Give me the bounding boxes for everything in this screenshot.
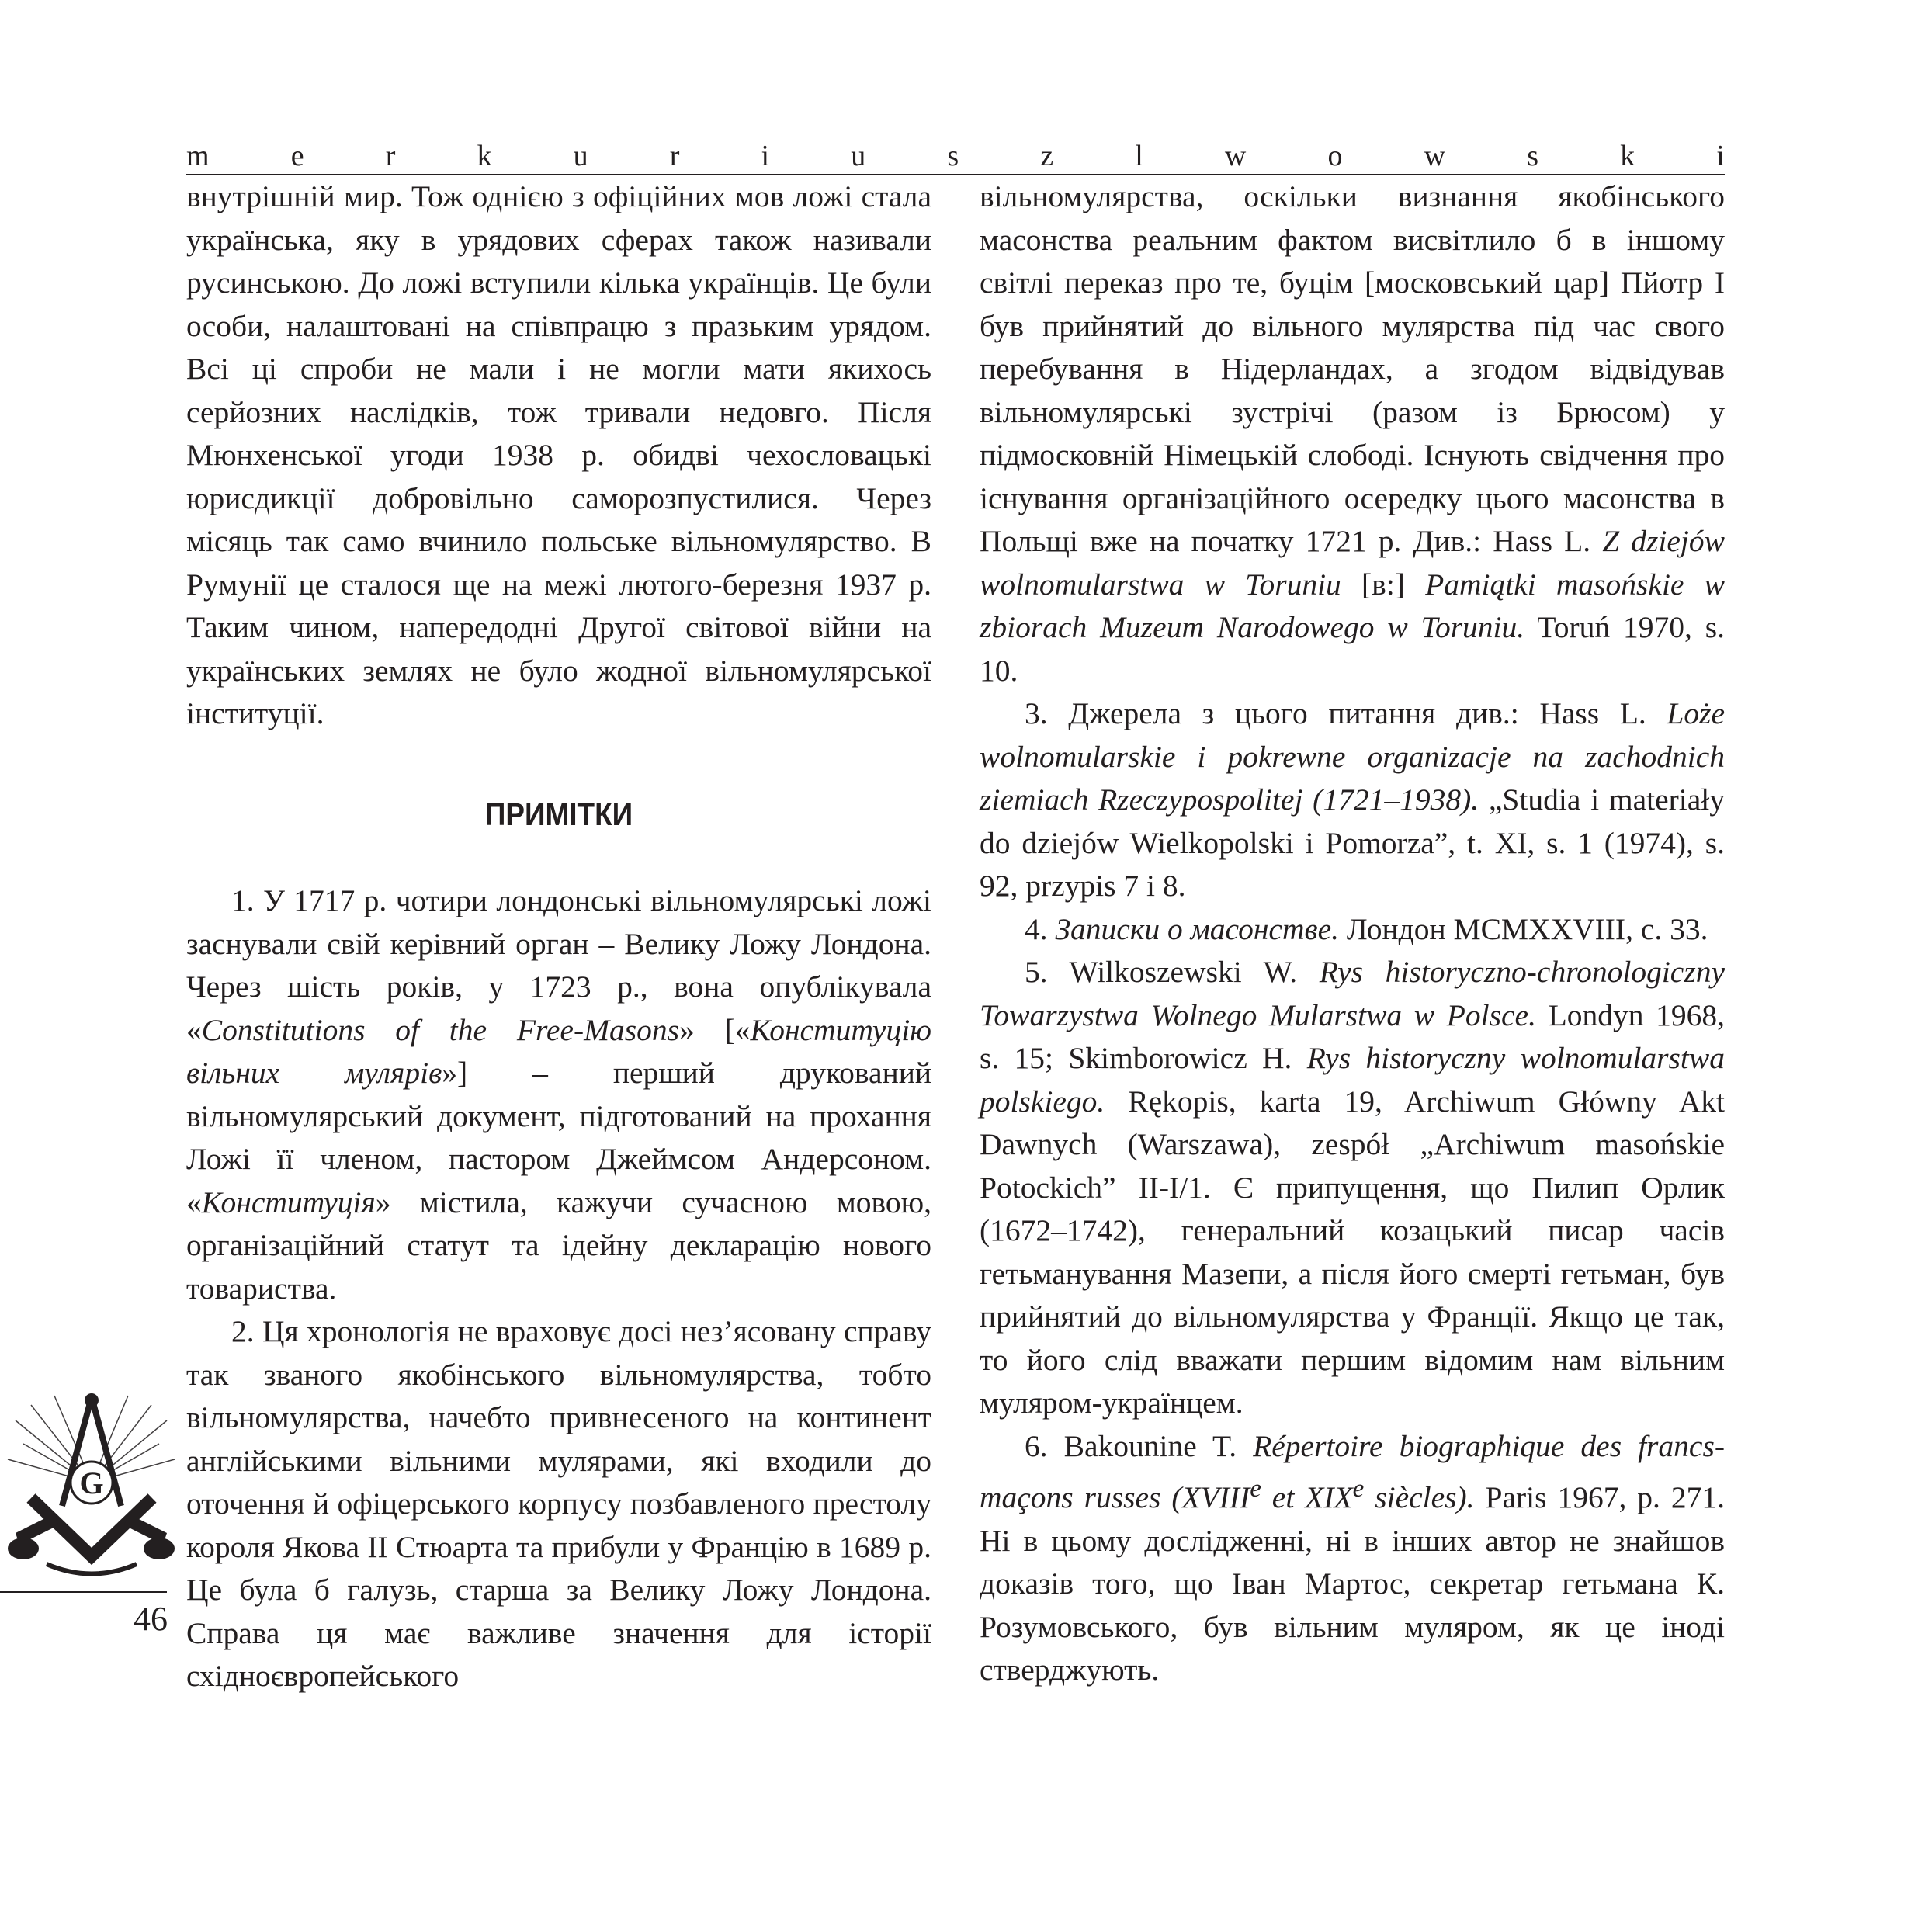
left-column [186, 175, 931, 1698]
header-letter: o [1327, 140, 1343, 172]
header-letter: i [761, 140, 770, 172]
right-column [980, 175, 1725, 1692]
header-letter: z [1040, 140, 1054, 172]
header-letter: i [1716, 140, 1725, 172]
note-6: 6. Bakounine T. Répertoire biographique des francs-maçons russes (XVIIIe et XIXe siècles). Paris 1967, p. 271. Ні в цьому дослідженні, ні в інших автор не знайшов доказів того, що Іван Мартос, секретар гетьмана К. Розумовського, був вільним муляром, як це іноді стверджують. [980, 1428, 1725, 1687]
header-letter: k [1620, 140, 1635, 172]
margin-rule [0, 1591, 167, 1593]
header-letter: u [851, 140, 866, 172]
note-2-continuation: вільномулярства, оскільки визнання якобінського масонства реальним фактом висвітлило б в іншому світлі переказ про те, буцім [московський цар] Пйотр I був прийнятий до вільного мулярства під час свого перебування в Нідерландах, а згодом відвідував вільномулярські зустрічі (разом із Брюсом) у підмосковній Німецькій слободі. Існують свідчення про існування організаційного осередку цього масонства в Польщі вже на початку 1721 р. Див.: Hass L. Z dziejów wolnomularstwa w Toruniu [в:] Pamiątki masońskie w zbiorach Muzeum Narodowego w Toruniu. Toruń 1970, s. 10. [980, 179, 1726, 688]
masonic-emblem-icon [0, 1389, 182, 1583]
header-letter: e [290, 140, 304, 172]
page-number: 46 [134, 1600, 168, 1638]
header-letter: r [669, 140, 680, 172]
header-letter: u [573, 140, 588, 172]
note-1: 1. У 1717 р. чотири лондонські вільномулярські ложі заснували свій керівний орган – Велику Ложу Лондона. Через шість років, у 1723 р., вона опублікувала «Constitutions of the Free-Masons» [«Конституцію вільних мулярів»] – перший друкований вільномулярський документ, підготований на прохання Ложі її членом, пастором Джеймсом Андерсоном. «Конституція» містила, кажучи сучасною мовою, організаційний статут та ідейну декларацію нового товариства. [186, 883, 932, 1306]
note-3: 3. Джерела з цього питання див.: Hass L. Loże wolnomularskie i pokrewne organizacje na zachodnich ziemiach Rzeczypospolitej (1721–1938). „Studia i materiały do dziejów Wielkopolski i Pomorza”, t. XI, s. 1 (1974), s. 92, przypis 7 i 8. [980, 696, 1725, 903]
header-letter: w [1424, 140, 1446, 172]
header-letter: s [947, 140, 959, 172]
body-paragraph: внутрішній мир. Тож однією з офіційних мов ложі стала українська, яку в урядових сферах також називали русинською. До ложі вступили кілька українців. Це були особи, налаштовані на співпрацю з празьким урядом. Всі ці спроби не мали і не могли мати якихось серйозних наслідків, тож тривали недовго. Після Мюнхенської угоди 1938 р. обидві чехословацькі юрисдикції добровільно саморозпустилися. Через місяць так само вчинило польське вільномулярство. В Румунії це сталося ще на межі лютого-березня 1937 р. Таким чином, напередодні Другої світової війни на українських землях не було жодної вільномулярської інституції. [186, 179, 931, 730]
note-5: 5. Wilkoszewski W. Rys historyczno-chronologiczny Towarzystwa Wolnego Mularstwa w Polsce. Londyn 1968, s. 15; Skimborowicz H. Rys historyczny wolnomularstwa polskiego. Rękopis, karta 19, Archiwum Główny Akt Dawnych (Warszawa), zespół „Archiwum masońskie Potockich” II-I/1. Є припущення, що Пилип Орлик (1672–1742), генеральний козацький писар часів гетьманування Мазепи, а після його смерті гетьман, був прийнятий до вільномулярства у Франції. Якщо це так, то його слід вважати першим відомим нам вільним муляром-українцем. [980, 955, 1725, 1420]
emblem-letter: G [79, 1465, 104, 1500]
header-letter: r [385, 140, 396, 172]
header-letter: k [477, 140, 492, 172]
header-letter: w [1224, 140, 1247, 172]
header-letter: s [1527, 140, 1538, 172]
note-2: 2. Ця хронологія не враховує досі нез’ясовану справу так званого якобінського вільномулярства, тобто вільномулярства, начебто привнесеного на континент англійськими вільними мулярами, які входили до оточення й офіцерського корпусу позбавленого престолу короля Якова II Стюарта та прибули у Францію в 1689 р. Це була б галузь, старша за Велику Ложу Лондона. Справа ця має важливе значення для історії східноєвропейського [186, 1314, 931, 1693]
header-letter: l [1135, 140, 1143, 172]
notes-heading: ПРИМІТКИ [484, 796, 633, 832]
header-letter: m [186, 140, 210, 172]
note-4: 4. Записки о масонстве. Лондон MCMXXVIII, с. 33. [1025, 911, 1708, 946]
running-header [186, 136, 1725, 173]
